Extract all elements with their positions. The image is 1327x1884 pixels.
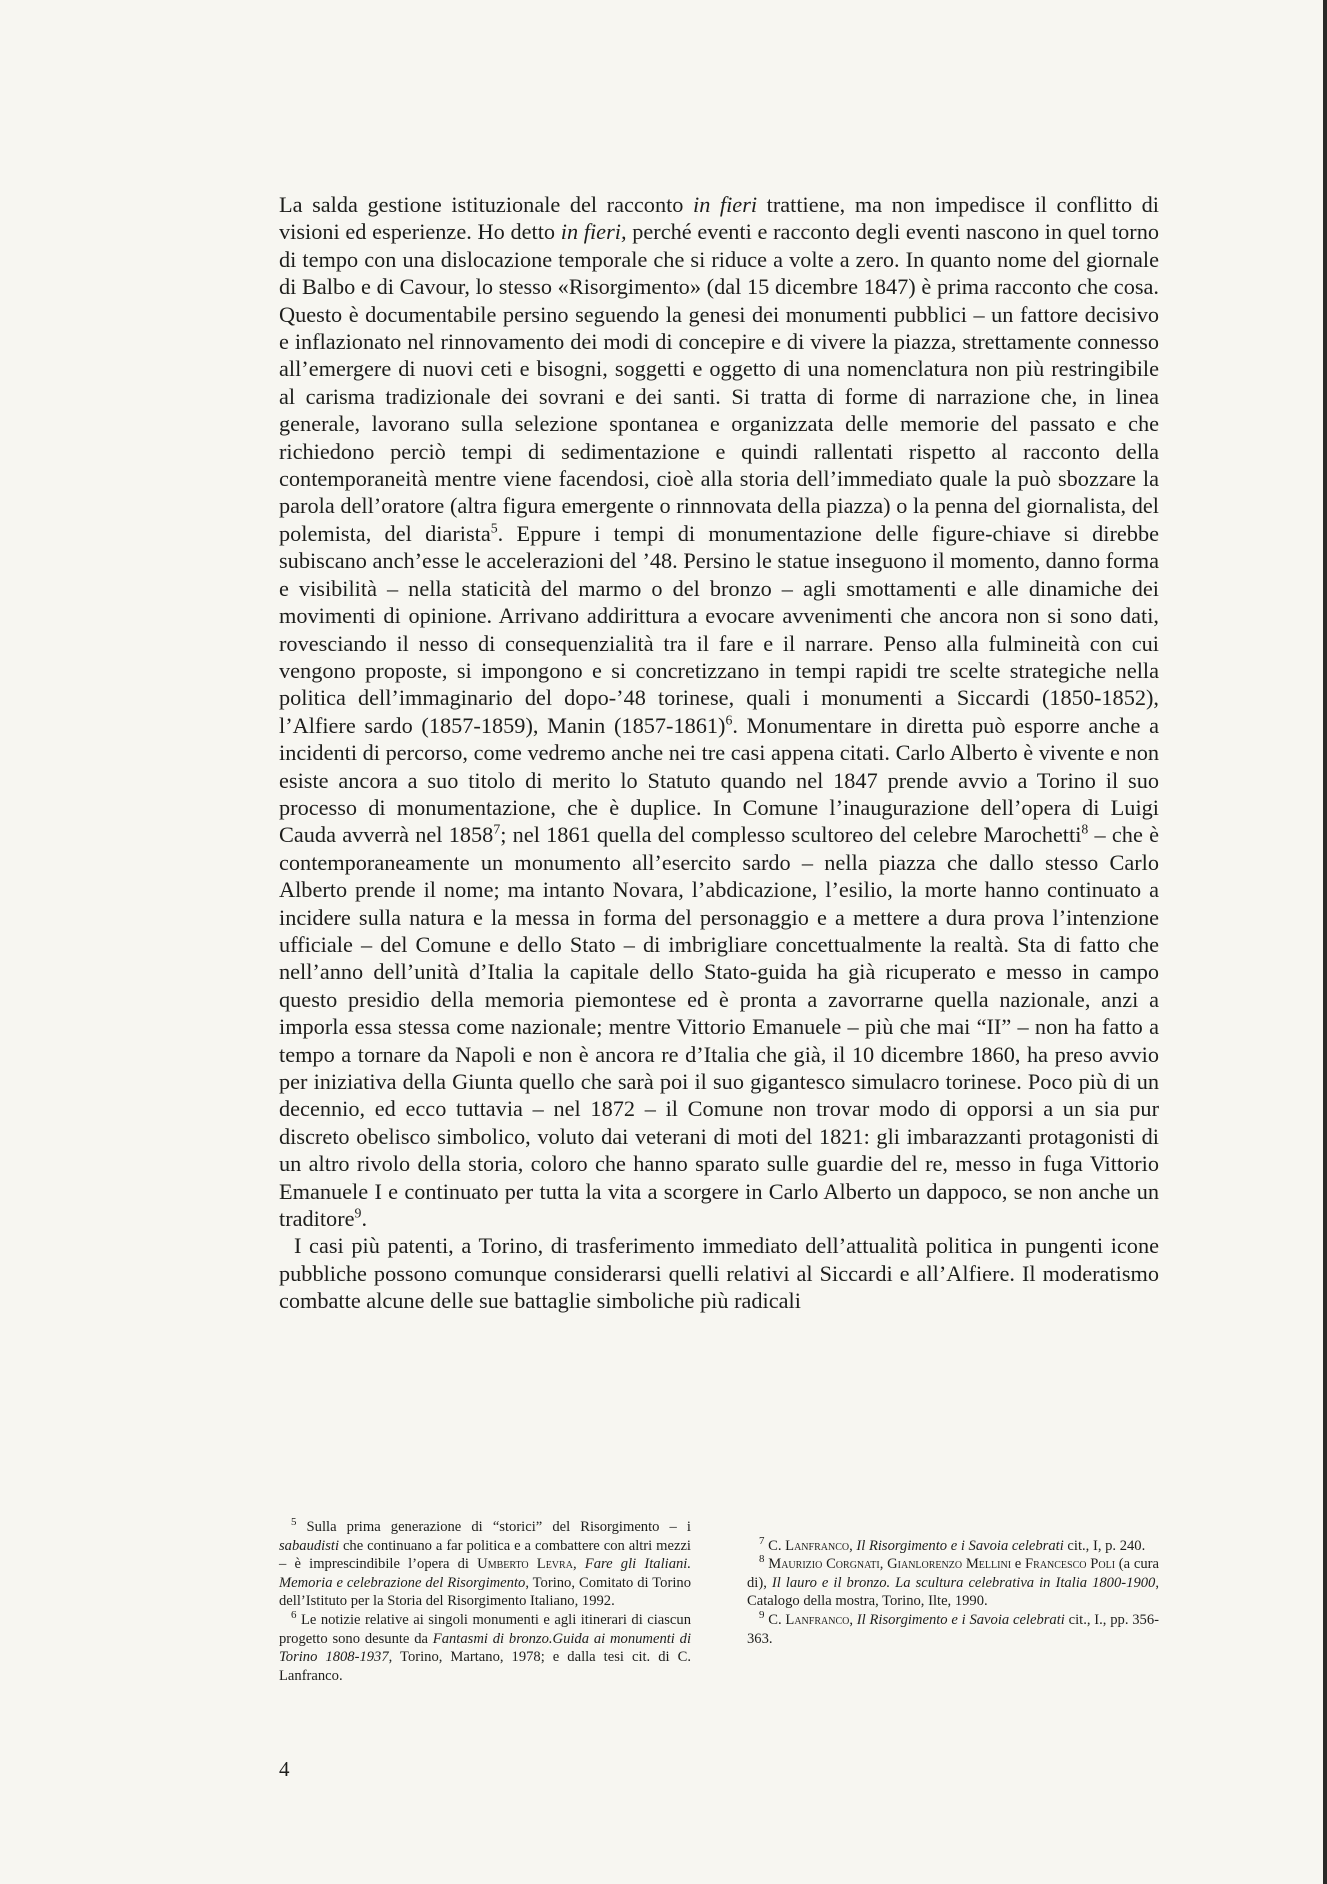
- text-run: , Torino, Comitato di Torino dell’Istituto per la Storia del Risorgimento Italiano, 1992.: [279, 1574, 691, 1610]
- text-run: e: [1011, 1556, 1026, 1573]
- footnote-8: [747, 1555, 1159, 1611]
- footnote-6: [279, 1611, 691, 1685]
- text-run: cit., I., pp. 356-363.: [747, 1611, 1159, 1647]
- text-run: , Catalogo della mostra, Torino, Ilte, 1990.: [747, 1574, 1159, 1610]
- book-title: Il Risorgimento e i Savoia celebrati: [856, 1537, 1064, 1554]
- book-title: Fare gli Italiani. Memoria e celebrazione del Risorgimento: [279, 1556, 692, 1591]
- italic-term: in fieri,: [560, 219, 627, 245]
- text-run: cit., I, p. 240.: [1063, 1537, 1146, 1554]
- text-run: .: [361, 1206, 368, 1232]
- page-edge: [1323, 0, 1327, 1884]
- footnote-number: 8: [759, 1553, 765, 1566]
- footnote-number: 6: [291, 1609, 297, 1622]
- italic-term: sabaudisti: [279, 1537, 340, 1554]
- footnotes-left-column: [279, 1518, 691, 1685]
- text-run: trattiene, ma non impedisce il conflitto di visioni ed esperienze. Ho detto: [279, 192, 1160, 245]
- book-title: Il Risorgimento e i Savoia celebrati: [856, 1611, 1065, 1628]
- text-run: . Eppure i tempi di monumentazione delle figure-chiave si direbbe subiscano anch’esse le accelerazioni del ’48. Persino le statue inseguono il momento, danno forma e visibilità – nella staticità del marmo o del bronzo – agli smottamenti e alle dinamiche dei movimenti di opinione. Arrivano addirittura a evocare avvenimenti che ancora non si sono dati, rovesciando il nesso di consequenzialità tra il fare e il narrare. Penso alla fulmineità con cui vengono proposte, si impongono e si concretizzano in tempi rapidi tre scelte strategiche nella politica dell’immaginario del dopo-’48 torinese, quali i monumenti a Siccardi (1850-1852), l’Alfiere sardo (1857-1859), Manin (1857-1861): [279, 520, 1159, 738]
- text-run: ; nel 1861 quella del complesso scultoreo del celebre Marochetti: [500, 822, 1082, 848]
- footnotes: [279, 1518, 1159, 1685]
- footnotes-right-column: [747, 1518, 1159, 1685]
- footnote-9: [747, 1611, 1159, 1648]
- footnote-number: 9: [759, 1609, 765, 1622]
- book-title: Il lauro e il bronzo. La scultura celebrativa in Italia 1800-1900: [771, 1574, 1156, 1591]
- text-run: – che è contemporaneamente un monumento all’esercito sardo – nella piazza che dallo stesso Carlo Alberto prende il nome; ma intanto Novara, l’abdicazione, l’esilio, la morte hanno continuato a incidere sulla natura e la messa in forma del personaggio e a mettere a dura prova l’intenzione ufficiale – del Comune e dello Stato – di imbrigliare concettualmente la realtà. Sta di fatto che nell’anno dell’unità d’Italia la capitale dello Stato-guida ha già ricuperato e messo in campo questo presidio della memoria piemontese ed è pronta a zavorrarne quella nazionale, anzi a imporla essa stessa come nazionale; mentre Vittorio Emanuele – più che mai “II” – non ha fatto a tempo a tornare da Napoli e non è ancora re d’Italia che già, il 10 dicembre 1860, ha preso avvio per iniziativa della Giunta quello che sarà poi il suo gigantesco simulacro torinese. Poco più di un decennio, ed ecco tuttavia – nel 1872 – il Comune non trovar modo di opporsi a un sia pur discreto obelisco simbolico, voluto dai veterani di moti del 1821: gli imbarazzanti protagonisti di un altro rivolo della storia, coloro che hanno sparato sulle guardie del re, messo in fuga Vittorio Emanuele I e continuato per tutta la vita a scorgere in Carlo Alberto un dappoco, se non anche un traditore: [279, 822, 1159, 1232]
- book-title: Fantasmi di bronzo.Guida ai monumenti di Torino 1808-1937: [279, 1630, 692, 1666]
- author-name: Maurizio Corgnati, Gianlorenzo Mellini: [768, 1556, 1012, 1573]
- footnote-ref-5[interactable]: 5: [490, 520, 498, 536]
- author-name: Lanfranco: [785, 1537, 850, 1554]
- text-run: ,: [849, 1537, 857, 1554]
- text-run: Le notizie relative ai singoli monumenti e agli itinerari di ciascun progetto sono desunte da: [279, 1611, 691, 1647]
- text-run: , Torino, Martano, 1978; e dalla tesi cit. di C. Lanfranco.: [279, 1649, 691, 1684]
- footnote-ref-9[interactable]: 9: [354, 1205, 362, 1221]
- text-run: La salda gestione istituzionale del racconto: [279, 192, 693, 217]
- text-run: ,: [572, 1556, 585, 1573]
- footnote-number: 7: [759, 1534, 765, 1547]
- footnote-ref-8[interactable]: 8: [1081, 821, 1089, 837]
- author-name: Lanfranco: [785, 1611, 850, 1628]
- text-run: (a cura di),: [747, 1556, 1159, 1591]
- text-run: . Monumentare in diretta può esporre anche a incidenti di percorso, come vedremo anche nei tre casi appena citati. Carlo Alberto è vivente e non esiste ancora a suo titolo di merito lo Statuto quando nel 1847 prende avvio a Torino il suo processo di monumentazione, che è duplice. In Comune l’inaugurazione dell’opera di Luigi Cauda avverrà nel 1858: [279, 712, 1159, 848]
- paragraph-2: I casi più patenti, a Torino, di trasferimento immediato dell’attualità politica in pungenti icone pubbliche possono comunque considerarsi quelli relativi al Siccardi e all’Alfiere. Il moderatismo combatte alcune delle sue battaglie simboliche più radicali: [279, 1233, 1159, 1314]
- text-run: Sulla prima generazione di “storici” del Risorgimento – i: [296, 1519, 691, 1535]
- footnote-ref-7[interactable]: 7: [493, 821, 501, 837]
- body-text: [279, 191, 1159, 1315]
- footnote-7: [747, 1534, 1159, 1556]
- italic-term: in fieri: [693, 192, 758, 217]
- page-number: 4: [279, 1757, 290, 1781]
- paragraph-1: [279, 191, 1159, 1232]
- footnote-5: [279, 1518, 691, 1611]
- text-run: C.: [764, 1537, 786, 1554]
- footnote-ref-6[interactable]: 6: [725, 712, 733, 728]
- author-name: Francesco Poli: [1025, 1556, 1116, 1573]
- footnote-number: 5: [291, 1516, 297, 1529]
- text-run: C.: [764, 1611, 786, 1628]
- author-name: Umberto Levra: [477, 1556, 573, 1573]
- text-run: ,: [849, 1611, 857, 1628]
- text-run: perché eventi e racconto degli eventi nascono in quel torno di tempo con una dislocazione temporale che si riduce a volte a zero. In quanto nome del giornale di Balbo e di Cavour, lo stesso «Risorgimento» (dal 15 dicembre 1847) è prima racconto che cosa. Questo è documentabile persino seguendo la genesi dei monumenti pubblici – un fattore decisivo e inflazionato nel rinnovamento dei modi di concepire e di vivere la piazza, strettamente connesso all’emergere di nuovi ceti e bisogni, soggetti e oggetto di una nomenclatura non più restringibile al carisma tradizionale dei sovrani e dei santi. Si tratta di forme di narrazione che, in linea generale, lavorano sulla selezione spontanea e organizzata delle memorie del passato e che richiedono perciò tempi di sedimentazione e quindi rallentati rispetto al racconto della contemporaneità mentre viene facendosi, cioè alla storia dell’immediato quale la può sbozzare la parola dell’oratore (altra figura emergente o rinnnovata della piazza) o la penna del giornalista, del polemista, del diarista: [279, 219, 1159, 546]
- text-run: che continuano a far politica e a combattere con altri mezzi – è imprescindibile l’opera di: [279, 1537, 691, 1573]
